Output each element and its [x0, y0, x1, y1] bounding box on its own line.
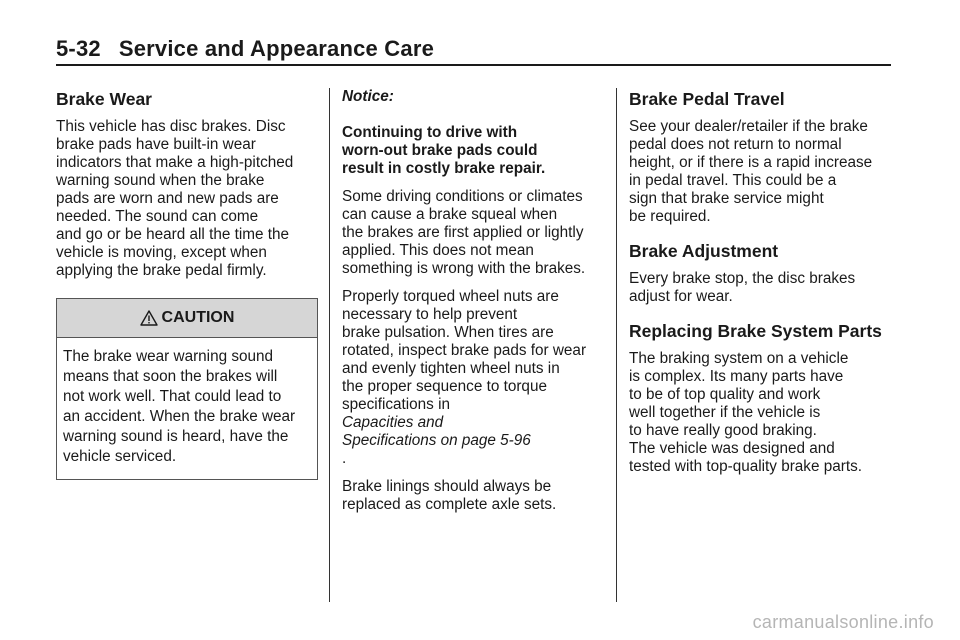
text-line: to be of top quality and work: [629, 386, 821, 403]
text-line: rotated, inspect brake pads for wear: [342, 342, 587, 359]
text-line: The vehicle was designed and: [629, 440, 835, 457]
column-3: [629, 88, 891, 486]
replacing-parts-paragraph: [629, 350, 891, 476]
text-line: replaced as complete axle sets.: [342, 496, 557, 513]
heading-replacing-parts: Replacing Brake System Parts: [629, 321, 882, 341]
wheel-nuts-paragraph: [342, 288, 604, 468]
text-line: needed. The sound can come: [56, 208, 259, 225]
text-fragment: .: [342, 450, 347, 467]
text-line: and go or be heard all the time the: [56, 226, 290, 243]
caution-box: [56, 298, 318, 480]
text-line: sign that brake service might: [629, 190, 824, 207]
text-line: brake pulsation. When tires are: [342, 324, 554, 341]
text-line: Some driving conditions or climates: [342, 188, 583, 205]
text-line: means that soon the brakes will: [63, 368, 278, 385]
column-divider: [329, 88, 330, 602]
page-number: 5-32: [56, 36, 101, 61]
watermark: carmanualsonline.info: [752, 612, 934, 632]
text-line: indicators that make a high-pitched: [56, 154, 294, 171]
text-fragment: specifications in: [342, 396, 450, 413]
text-line: applied. This does not mean: [342, 242, 534, 259]
text-line: the brakes are first applied or lightly: [342, 224, 584, 241]
column-divider: [616, 88, 617, 602]
warning-triangle-icon: [140, 310, 158, 326]
notice-line: result in costly brake repair.: [342, 160, 546, 177]
text-line: Every brake stop, the disc brakes: [629, 270, 856, 287]
page-header: [56, 36, 434, 62]
text-line: the proper sequence to torque: [342, 378, 547, 395]
text-line: vehicle is moving, except when: [56, 244, 267, 261]
text-line: This vehicle has disc brakes. Disc: [56, 118, 286, 135]
text-line: Brake linings should always be: [342, 478, 552, 495]
notice-line: Continuing to drive with: [342, 124, 518, 141]
text-line: warning sound when the brake: [56, 172, 265, 189]
column-2: [342, 88, 604, 524]
text-line: can cause a brake squeal when: [342, 206, 558, 223]
text-line: tested with top-quality brake parts.: [629, 458, 862, 475]
heading-brake-pedal-travel: Brake Pedal Travel: [629, 89, 785, 109]
capacities-link[interactable]: Capacities and: [342, 414, 444, 431]
text-line: The braking system on a vehicle: [629, 350, 849, 367]
brake-wear-paragraph: [56, 118, 318, 280]
heading-brake-wear: Brake Wear: [56, 89, 152, 109]
capacities-link-cont[interactable]: Specifications on page 5-96: [342, 432, 531, 449]
text-line: is complex. Its many parts have: [629, 368, 844, 385]
text-line: necessary to help prevent: [342, 306, 518, 323]
squeal-paragraph: [342, 188, 604, 278]
section-title: Service and Appearance Care: [118, 36, 435, 61]
text-line: The brake wear warning sound: [63, 348, 274, 365]
caution-label: CAUTION: [161, 309, 235, 326]
heading-brake-adjustment: Brake Adjustment: [629, 241, 779, 261]
text-line: to have really good braking.: [629, 422, 817, 439]
text-line: be required.: [629, 208, 711, 225]
text-line: in pedal travel. This could be a: [629, 172, 837, 189]
brake-linings-paragraph: [342, 478, 604, 514]
notice-line: worn-out brake pads could: [342, 142, 538, 159]
text-line: well together if the vehicle is: [629, 404, 821, 421]
text-line: brake pads have built-in wear: [56, 136, 256, 153]
text-line: and evenly tighten wheel nuts in: [342, 360, 560, 377]
text-line: vehicle serviced.: [63, 448, 177, 465]
adjustment-paragraph: [629, 270, 891, 306]
text-line: pads are worn and new pads are: [56, 190, 279, 207]
caution-header: [57, 299, 317, 338]
pedal-travel-paragraph: [629, 118, 891, 226]
caution-text: [57, 338, 317, 479]
text-line: not work well. That could lead to: [63, 388, 282, 405]
text-line: height, or if there is a rapid increase: [629, 154, 873, 171]
text-line: something is wrong with the brakes.: [342, 260, 586, 277]
column-1: [56, 88, 318, 480]
text-line: Properly torqued wheel nuts are: [342, 288, 559, 305]
text-line: See your dealer/retailer if the brake: [629, 118, 868, 135]
header-rule: [56, 64, 891, 66]
notice-paragraph: [342, 88, 604, 178]
text-line: applying the brake pedal firmly.: [56, 262, 267, 279]
text-line: adjust for wear.: [629, 288, 733, 305]
text-line: warning sound is heard, have the: [63, 428, 289, 445]
text-line: an accident. When the brake wear: [63, 408, 296, 425]
text-line: pedal does not return to normal: [629, 136, 842, 153]
notice-label: Notice:: [342, 88, 394, 105]
